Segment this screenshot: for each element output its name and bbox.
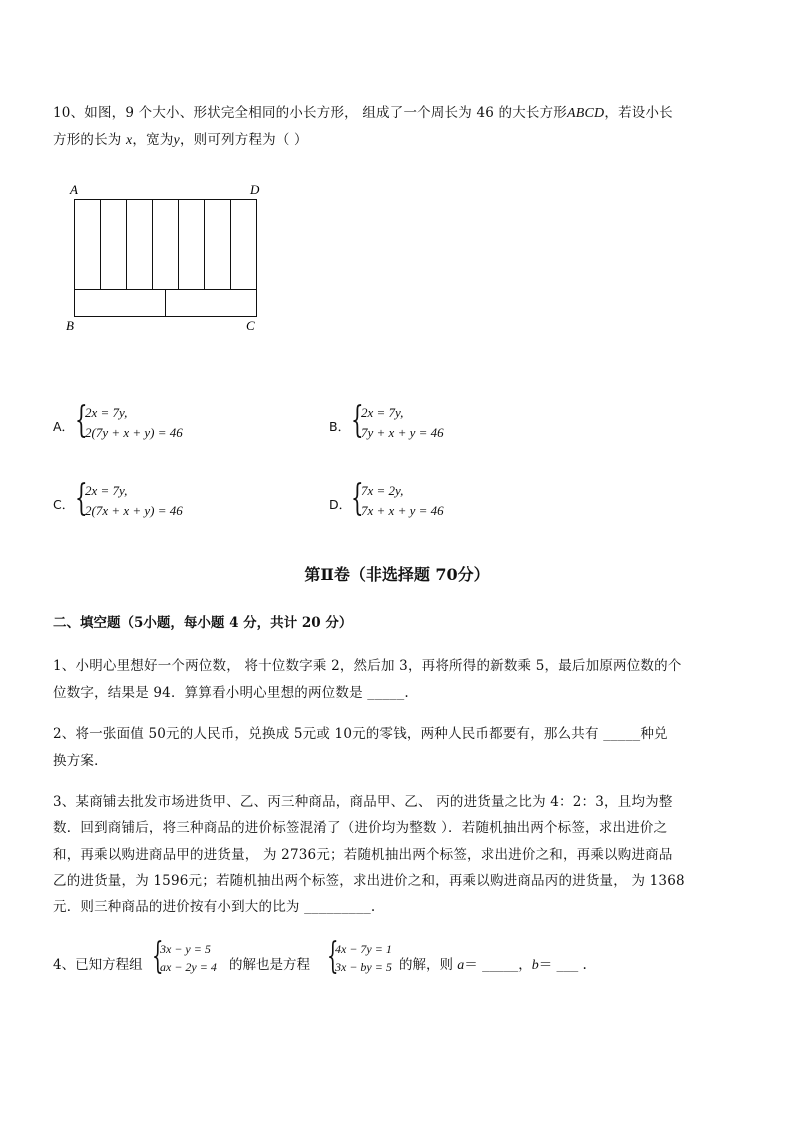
q10-line1	[53, 101, 673, 122]
q4-prefix: 4、已知方程组	[53, 957, 143, 973]
option-c-eq2: 2(7x + x + y) = 46	[85, 503, 183, 518]
q4-eq-a: ＝	[464, 957, 483, 973]
q10-text-tail: ，若设小长	[604, 105, 673, 121]
q1-line2	[53, 681, 409, 701]
q2-line1	[53, 722, 668, 742]
q3-tail: .	[370, 899, 376, 915]
q10-var-x: x	[126, 133, 133, 148]
q2-line1-a: 2、将一张面值 50元的人民币，兑换成 5元或 10元的零钱，两种人民币都要有，那么共有	[53, 726, 604, 742]
q4-sys2-eq2: 3x − by = 5	[335, 960, 392, 974]
q3-line3: 和，再乘以购进商品甲的进货量， 为 2736元；若随机抽出两个标签，求出进价之和，再乘以购进商品	[53, 847, 673, 863]
option-d-eq1: 7x = 2y,	[361, 483, 404, 498]
option-a-eq1: 2x = 7y,	[85, 405, 128, 420]
q10-var-y: y	[173, 133, 180, 148]
q10-line2-b: ，宽为	[132, 132, 174, 148]
q2-line2: 换方案．	[53, 753, 108, 769]
option-c-eq1: 2x = 7y,	[85, 483, 128, 498]
option-a-eq2: 2(7y + x + y) = 46	[85, 425, 183, 440]
option-c-letter: C．	[53, 497, 75, 512]
q4-var-a: a	[457, 958, 465, 973]
q4-after: 的解，则	[399, 957, 458, 973]
q10-line2-a: 方形的长为	[53, 132, 126, 148]
q4-sys1-eq2: ax − 2y = 4	[160, 960, 217, 974]
q3-answer-blank[interactable]: _________	[304, 900, 371, 914]
brace-icon: {	[351, 478, 364, 519]
q4-sys1-eq1: 3x − y = 5	[160, 942, 211, 956]
option-a-letter: A．	[53, 419, 75, 434]
q3-line2: 数．回到商铺后，将三种商品的进价标签混淆了（进价均为整数 ）．若随机抽出两个标签，求出进价之	[53, 820, 668, 836]
q4-sys2-eq1: 4x − 7y = 1	[335, 942, 392, 956]
brace-icon: {	[351, 400, 364, 441]
brace-icon: {	[327, 936, 339, 977]
q1-line1: 1、小明心里想好一个两位数， 将十位数字乘 2，然后加 3，再将所得的新数乘 5，最后加原两位数的个	[53, 658, 682, 674]
q3-line4: 乙的进货量，为 1596元；若随机抽出两个标签，求出进价之和，再乘以购进商品丙的进货量， 为 1368	[53, 873, 685, 889]
q1-tail: .	[404, 685, 409, 701]
q4-comma: ，	[518, 957, 532, 973]
rectangle-figure	[60, 178, 270, 342]
option-d-eq2: 7x + x + y = 46	[361, 503, 444, 518]
option-b-eq1: 2x = 7y,	[361, 405, 404, 420]
q4-var-b: b	[531, 958, 539, 973]
q1-answer-blank[interactable]: _____	[367, 686, 405, 700]
q4-middle: 的解也是方程	[229, 957, 310, 973]
brace-icon: {	[152, 936, 164, 977]
option-b-eq2: 7y + x + y = 46	[361, 425, 444, 440]
label-b: B	[66, 318, 74, 333]
q10-text: 10、如图，9 个大小、形状完全相同的小长方形， 组成了一个周长为 46 的大长方形	[53, 105, 568, 121]
q1-line2-text: 位数字，结果是 94．算算看小明心里想的两位数是	[53, 685, 368, 701]
q3-line1: 3、某商铺去批发市场进货甲、乙、丙三种商品，商品甲、乙、 丙的进货量之比为 4：2：3，且均为整	[53, 794, 673, 810]
q4-tail-line	[399, 953, 587, 974]
brace-icon: {	[75, 400, 88, 441]
label-a: A	[70, 182, 78, 197]
label-d: D	[250, 182, 260, 197]
option-d-letter: D．	[329, 497, 352, 512]
section-title: 二、填空题（5小题，每小题 4 分，共计 20 分）	[53, 615, 353, 631]
q4-tail: .	[578, 957, 587, 973]
q3-line5	[53, 895, 375, 915]
brace-icon: {	[75, 478, 88, 519]
q10-line2-c: ，则可列方程为（ ）	[179, 132, 308, 148]
q4-answer-a-blank[interactable]: _____	[482, 958, 519, 972]
q2-answer-blank[interactable]: _____	[603, 727, 641, 741]
q10-abcd: ABCD	[567, 106, 605, 121]
q3-line5-text: 元．则三种商品的进价按有小到大的比为	[53, 899, 305, 915]
option-b-letter: B．	[329, 419, 351, 434]
label-c: C	[246, 318, 255, 333]
part2-heading: 第Ⅱ卷（非选择题 70分）	[304, 565, 490, 584]
q2-line1-b: 种兑	[640, 726, 668, 742]
q4-answer-b-blank[interactable]: ___	[556, 958, 579, 972]
q10-line2	[53, 128, 308, 149]
q4-eq-b: ＝	[538, 957, 557, 973]
